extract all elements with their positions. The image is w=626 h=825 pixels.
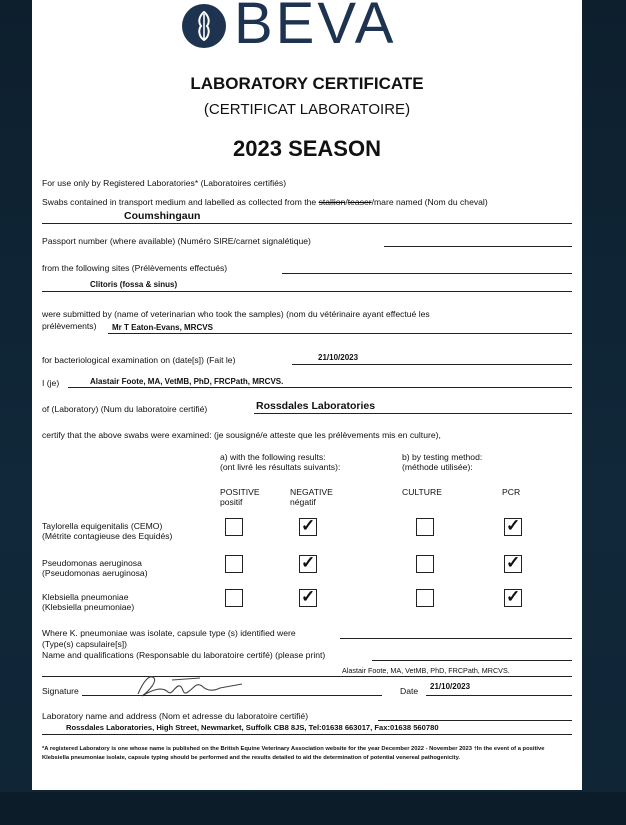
date-label: for bacteriological examination on (date[s]) (Fait le) [42,355,236,365]
checkbox-klebsiella-pcr[interactable] [504,589,522,607]
swabs-text-a: Swabs contained in transport medium and labelled as collected from the [42,197,319,207]
passport-label: Passport number (where available) (Numéro SIRE/carnet signalétique) [42,236,311,246]
checkbox-klebsiella-culture[interactable] [416,589,434,607]
checkbox-taylorella-negative[interactable] [299,518,317,536]
i-line [68,387,572,388]
col-positive-header [220,487,260,507]
result-row-taylorella [42,521,172,541]
checkbox-taylorella-culture[interactable] [416,518,434,536]
group-a-line-2: (ont livré les résultats suivants): [220,462,341,472]
group-a-header [220,452,340,472]
certificate-page [32,0,582,790]
organism-name-fr: (Métrite contagieuse des Equidés) [42,531,173,541]
capsule-line [340,638,572,639]
vet-line [108,333,572,334]
qual-label: Name and qualifications (Responsable du laboratoire certifé) (please print) [42,650,326,660]
sites-label: from the following sites (Prélèvements effectués) [42,263,228,273]
swabs-strike-stallion: stallion [318,197,346,207]
lab-address-label: Laboratory name and address (Nom et adresse du laboratoire certifié) [42,711,309,721]
swabs-strike-teaser: teaser [347,197,372,207]
lab-address-value: Rossdales Laboratories, High Street, Newmarket, Suffolk CB8 8JS, Tel:01638 663017, Fax:01638 560780 [66,723,439,732]
passport-line [384,246,572,247]
sites-line-2 [42,291,572,292]
checkbox-pseudomonas-pcr[interactable] [504,555,522,573]
qual-line-1 [372,660,572,661]
vet-label-2: prélèvements) [42,321,97,331]
lab-address-line-1 [378,720,572,721]
organism-name-fr: (Klebsiella pneumoniae) [42,602,135,612]
i-label: I (je) [42,378,60,388]
footer-date-value: 21/10/2023 [430,682,471,691]
footer-date-label: Date [400,686,419,696]
check-mark-icon: ✓ [506,553,521,572]
handwritten-signature [132,670,262,707]
capsule-label-2: (Type(s) capsulaire[s]) [42,639,128,649]
organism-name: Taylorella equigenitalis (CEMO) [42,521,163,531]
col-positive-sublabel: positif [220,497,243,507]
registered-lab-footnote: *A registered Laboratory is one whose name is published on the British Equine Veterinary Association website for the year December 2022 - November 2023 †In the event of a positive Klebsiella pneumoniae isolate, capsule typing should be performed and the results detailed to aid the determination of potential venereal pathogenicity. [42,746,545,761]
checkbox-pseudomonas-positive[interactable] [225,555,243,573]
background-band [0,792,626,825]
sites-value: Clitoris (fossa & sinus) [90,280,178,289]
certify-text: certify that the above swabs were examined: (je sousigné/e atteste que les prélèvements mis en culture), [42,430,441,440]
beva-logo [182,0,442,56]
lab-value: Rossdales Laboratories [256,400,376,412]
date-value: 21/10/2023 [318,353,359,362]
checkbox-klebsiella-negative[interactable] [299,589,317,607]
vet-value: Mr T Eaton-Evans, MRCVS [112,323,213,332]
group-b-line-1: b) by testing method: [402,452,483,462]
col-culture-header: CULTURE [402,487,442,497]
group-a-line-1: a) with the following results: [220,452,326,462]
organism-name-fr: (Pseudomonas aeruginosa) [42,568,148,578]
checkbox-taylorella-pcr[interactable] [504,518,522,536]
sites-line-1 [282,273,572,274]
certificate-title: LABORATORY CERTIFICATE [190,74,424,93]
lab-address-line-2 [42,734,572,735]
result-row-klebsiella [42,592,134,612]
swabs-text-b: /mare named (Nom du cheval) [371,197,488,207]
col-pcr-header: PCR [502,487,521,497]
col-negative-header [290,487,333,507]
check-mark-icon: ✓ [301,587,316,606]
horse-emblem-icon [182,4,226,48]
date-line [292,364,572,365]
organism-name: Pseudomonas aeruginosa [42,558,142,568]
check-mark-icon: ✓ [506,587,521,606]
use-note: For use only by Registered Laboratories* (Laboratoires certifiés) [42,178,287,188]
organism-name: Klebsiella pneumoniae [42,592,129,602]
horse-name-line [42,223,572,224]
season-heading: 2023 SEASON [233,136,381,161]
capsule-label-1: Where K. pneumoniae was isolate, capsule type (s) identified were [42,628,296,638]
check-mark-icon: ✓ [301,516,316,535]
signature-label: Signature [42,686,79,696]
qual-line-2 [42,676,572,677]
checkbox-pseudomonas-negative[interactable] [299,555,317,573]
certificate-subtitle: (CERTIFICAT LABORATOIRE) [203,101,411,118]
lab-line [254,413,572,414]
group-b-line-2: (méthode utilisée): [402,462,473,472]
result-row-pseudomonas [42,558,148,578]
check-mark-icon: ✓ [506,516,521,535]
i-value: Alastair Foote, MA, VetMB, PhD, FRCPath, MRCVS. [90,377,284,386]
footer-date-line [426,695,572,696]
vet-label-1: were submitted by (name of veterinarian who took the samples) (nom du vétérinaire ayant effectué les [42,309,430,319]
check-mark-icon: ✓ [301,553,316,572]
col-positive-label: POSITIVE [220,487,260,497]
swabs-label [42,197,488,207]
checkbox-pseudomonas-culture[interactable] [416,555,434,573]
logo-wordmark: BEVA [234,0,397,56]
group-b-header [402,452,482,472]
signature-line [82,695,382,696]
checkbox-taylorella-positive[interactable] [225,518,243,536]
qual-value: Alastair Foote, MA, VetMB, PhD, FRCPath, MRCVS. [342,666,510,675]
checkbox-klebsiella-positive[interactable] [225,589,243,607]
col-negative-sublabel: négatif [290,497,316,507]
lab-label: of (Laboratory) (Num du laboratoire certifié) [42,404,208,414]
horse-name-value: Coumshingaun [124,210,201,222]
col-negative-label: NEGATIVE [290,487,333,497]
swabs-separator: / [345,197,348,207]
